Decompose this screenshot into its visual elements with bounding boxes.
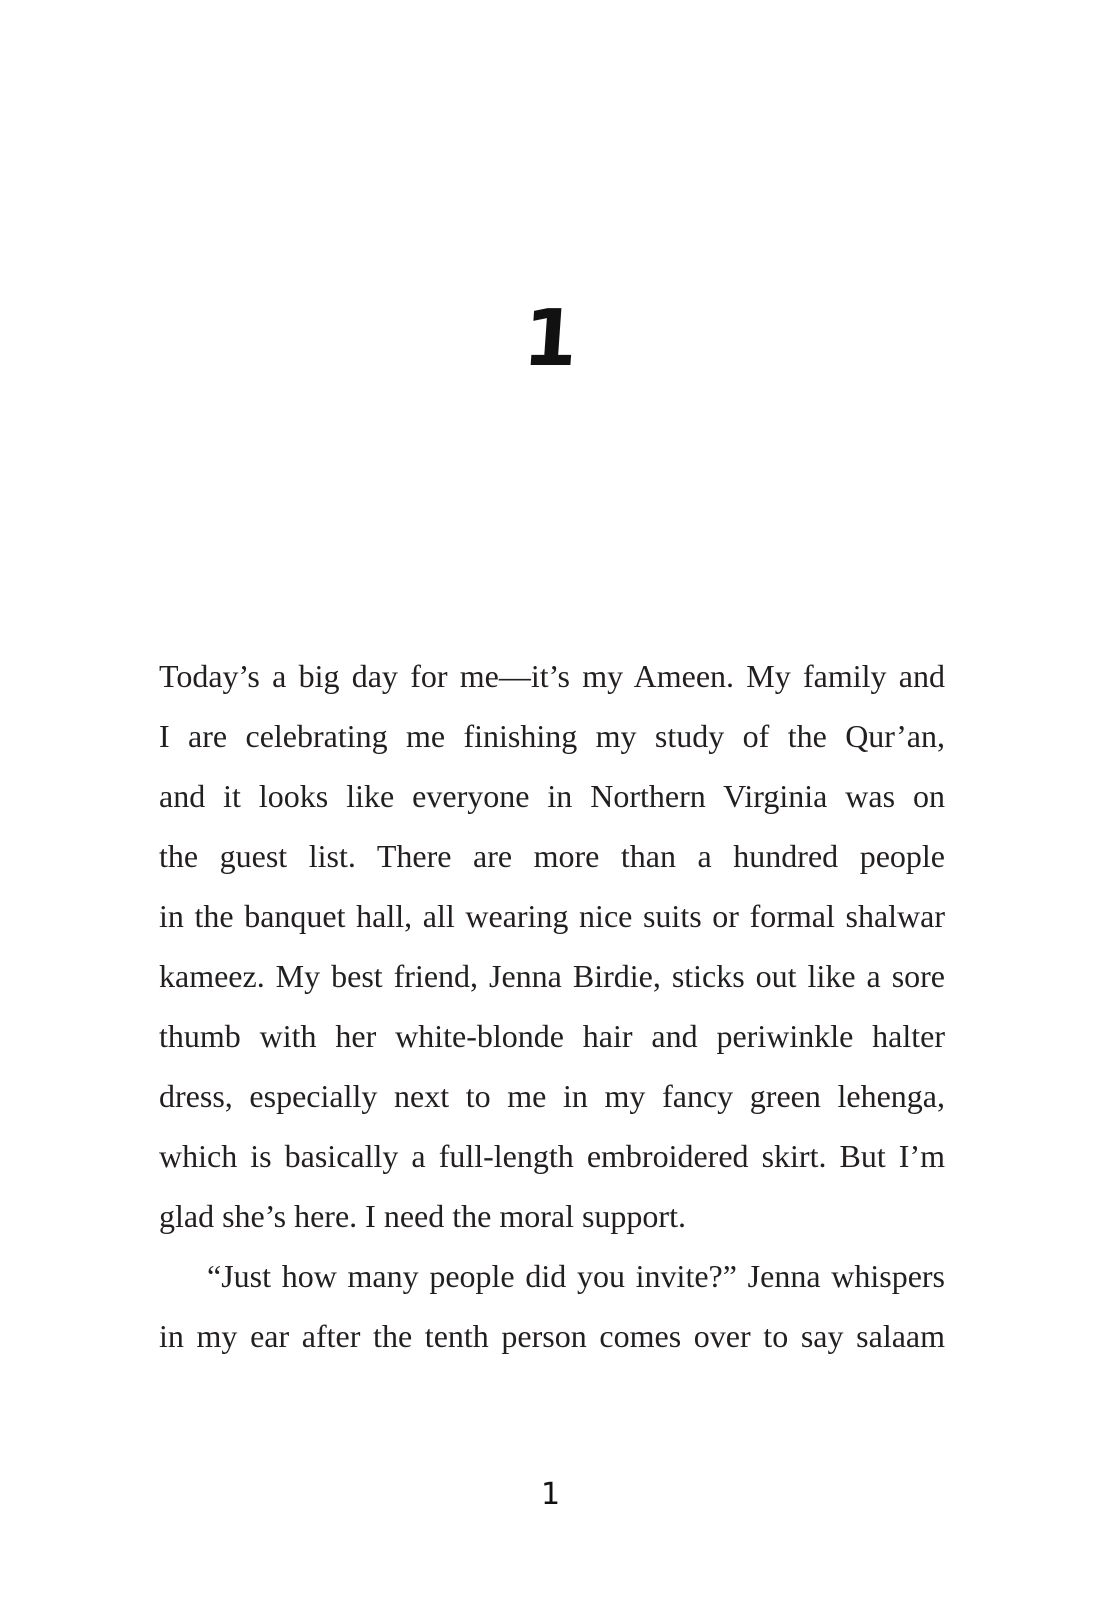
- page-number: 1: [540, 1477, 561, 1512]
- text-line: glad she’s here. I need the moral support.: [159, 1198, 686, 1234]
- text-line: kameez. My best friend, Jenna Birdie, sticks out like a sore: [159, 958, 945, 994]
- text-line: the guest list. There are more than a hundred people: [159, 838, 945, 874]
- chapter-number: 1: [520, 294, 581, 384]
- text-line: dress, especially next to me in my fancy green lehenga,: [159, 1078, 945, 1114]
- text-line: I are celebrating me finishing my study of the Qur’an,: [159, 718, 945, 754]
- text-line: thumb with her white-blonde hair and periwinkle halter: [159, 1018, 945, 1054]
- text-line: “Just how many people did you invite?” Jenna whispers: [207, 1258, 945, 1294]
- text-line: which is basically a full-length embroidered skirt. But I’m: [159, 1138, 945, 1174]
- text-line: in my ear after the tenth person comes over to say salaam: [159, 1318, 945, 1354]
- text-line: and it looks like everyone in Northern Virginia was on: [159, 778, 945, 814]
- body-text: [159, 646, 945, 1366]
- text-line: Today’s a big day for me—it’s my Ameen. My family and: [159, 658, 945, 694]
- text-line: in the banquet hall, all wearing nice suits or formal shalwar: [159, 898, 945, 934]
